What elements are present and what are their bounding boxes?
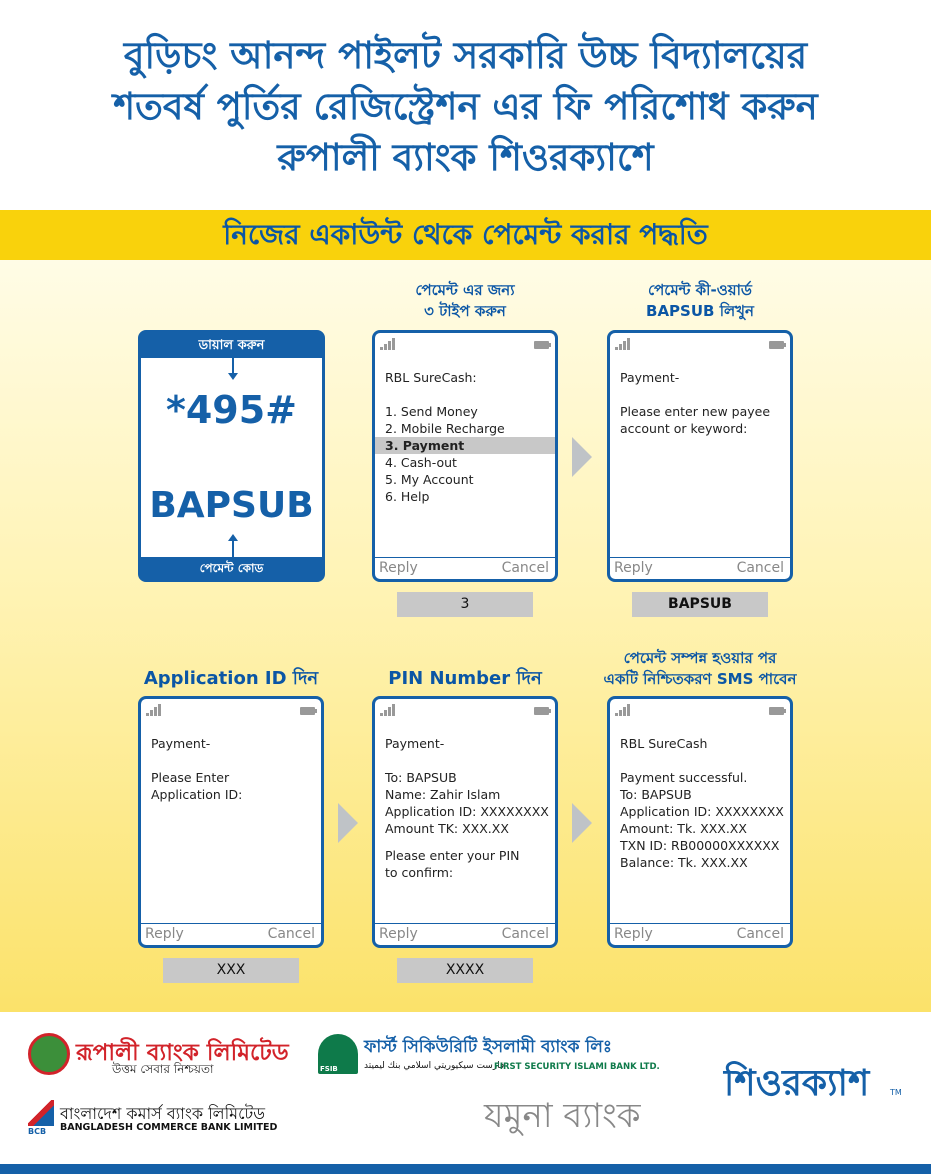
input-bubble (632, 592, 768, 617)
bcb-mark-icon (28, 1100, 54, 1126)
screen-line: Name: Zahir Islam (385, 787, 501, 802)
jamuna-logo (484, 1090, 641, 1147)
screen-line: To: BAPSUB (385, 770, 457, 785)
input-bubble (163, 958, 299, 983)
status-bar (610, 699, 790, 723)
appid-screen (151, 735, 317, 803)
menu-item: 4. Cash-out (385, 455, 457, 470)
headline-line-1: বুড়িচং আনন্দ পাইলট সরকারি উচ্চ বিদ্যালয়ের (123, 34, 808, 77)
step5-caption: PIN Number দিন (388, 668, 542, 689)
footer-bar (0, 1164, 931, 1174)
reply-softkey: Reply (614, 560, 653, 576)
phone-appid (138, 696, 324, 948)
reply-softkey: Reply (379, 560, 418, 576)
next-arrow-icon (572, 437, 592, 477)
step2-caption-line2: ৩ টাইপ করুন (424, 302, 506, 320)
keyword-screen (620, 369, 786, 437)
signal-icon (380, 704, 396, 716)
step6-caption-line1: পেমেন্ট সম্পন্ন হওয়ার পর (623, 649, 777, 667)
softkeys (375, 557, 555, 579)
battery-icon (300, 707, 315, 715)
payment-code-label: পেমেন্ট কোড (141, 557, 322, 579)
step3-caption-line2: BAPSUB লিখুন (646, 302, 754, 320)
screen-line: Application ID: XXXXXXXX (620, 804, 784, 819)
screen-line: Amount TK: XXX.XX (385, 821, 509, 836)
method-title: নিজের একাউন্ট থেকে পেমেন্ট করার পদ্ধতি (0, 210, 931, 260)
screen-line: To: BAPSUB (620, 787, 692, 802)
phone-done (607, 696, 793, 948)
signal-icon (615, 704, 631, 716)
menu-item: 5. My Account (385, 472, 474, 487)
battery-icon (534, 707, 549, 715)
typed-input: 3 (460, 596, 470, 612)
signal-icon (615, 338, 631, 350)
status-bar (375, 333, 555, 357)
step6-caption (582, 648, 818, 690)
input-bubble (397, 592, 533, 617)
dial-card (138, 330, 325, 582)
bcb-name-en: BANGLADESH COMMERCE BANK LIMITED (60, 1122, 278, 1133)
cancel-softkey: Cancel (501, 926, 549, 942)
jamuna-name: যমুনা ব্যাংক (484, 1096, 641, 1136)
reply-softkey: Reply (145, 926, 184, 942)
screen-line: Balance: Tk. XXX.XX (620, 855, 748, 870)
step4-caption: Application ID দিন (143, 668, 319, 689)
screen-line: Payment- (385, 736, 445, 751)
softkeys (610, 557, 790, 579)
phone-pin (372, 696, 558, 948)
screen-line: Please enter your PIN (385, 848, 520, 863)
signal-icon (146, 704, 162, 716)
menu-item: 1. Send Money (385, 404, 478, 419)
screen-line: TXN ID: RB00000XXXXXX (620, 838, 780, 853)
signal-icon (380, 338, 396, 350)
menu-screen (385, 369, 551, 505)
ussd-code: *495# (165, 388, 298, 432)
softkeys (610, 923, 790, 945)
tree-icon (28, 1033, 70, 1075)
next-arrow-icon (572, 803, 592, 843)
headline-line-2: শতবর্ষ পুর্তির রেজিস্ট্রেশন এর ফি পরিশোধ করুন (113, 85, 818, 128)
surecash-name: শিওরক্যাশ (724, 1063, 870, 1104)
screen-line: Application ID: (151, 787, 243, 802)
rupali-tagline: উত্তম সেবার নিশ্চয়তা (112, 1062, 214, 1076)
screen-line: Please Enter (151, 770, 230, 785)
typed-input: XXX (216, 962, 246, 978)
screen-line: RBL SureCash (620, 736, 708, 751)
menu-title: RBL SureCash: (385, 370, 477, 385)
dial-label: ডায়াল করুন (141, 333, 322, 358)
reply-softkey: Reply (379, 926, 418, 942)
fsib-mark: FSIB (320, 1065, 338, 1073)
menu-item-selected: 3. Payment (375, 437, 555, 454)
screen-line: account or keyword: (620, 421, 748, 436)
softkeys (141, 923, 321, 945)
status-bar (375, 699, 555, 723)
rupali-name: রূপালী ব্যাংক লিমিটেড (76, 1040, 289, 1066)
screen-line: Payment- (620, 370, 680, 385)
softkeys (375, 923, 555, 945)
fsib-name-en: FIRST SECURITY ISLAMI BANK LTD. (494, 1062, 660, 1072)
step6-caption-line2: একটি নিশ্চিতকরণ SMS পাবেন (603, 670, 797, 688)
pin-screen (385, 735, 551, 881)
typed-input: XXXX (445, 962, 485, 978)
phone-menu (372, 330, 558, 582)
typed-input: BAPSUB (668, 596, 732, 612)
reply-softkey: Reply (614, 926, 653, 942)
fsib-name-ar: فارست سيكيوريتي اسلامي بنك ليميتد (364, 1061, 505, 1071)
screen-line: Amount: Tk. XXX.XX (620, 821, 747, 836)
step2-caption-line1: পেমেন্ট এর জন্য (415, 281, 515, 299)
surecash-tm: TM (890, 1088, 902, 1097)
next-arrow-icon (338, 803, 358, 843)
cancel-softkey: Cancel (736, 926, 784, 942)
phone-keyword (607, 330, 793, 582)
bcb-name: বাংলাদেশ কমার্স ব্যাংক লিমিটেড (60, 1104, 265, 1123)
battery-icon (769, 341, 784, 349)
status-bar (141, 699, 321, 723)
done-screen (620, 735, 786, 871)
battery-icon (769, 707, 784, 715)
cancel-softkey: Cancel (267, 926, 315, 942)
screen-line: to confirm: (385, 865, 454, 880)
screen-line: Application ID: XXXXXXXX (385, 804, 549, 819)
screen-line: Payment successful. (620, 770, 748, 785)
cancel-softkey: Cancel (501, 560, 549, 576)
menu-item: 2. Mobile Recharge (385, 421, 505, 436)
battery-icon (534, 341, 549, 349)
step2-caption (372, 280, 558, 322)
step3-caption-line1: পেমেন্ট কী-ওয়ার্ড (648, 281, 752, 299)
step3-caption (607, 280, 793, 322)
menu-item: 6. Help (385, 489, 430, 504)
screen-line: Please enter new payee (620, 404, 771, 419)
status-bar (610, 333, 790, 357)
headline (0, 30, 931, 183)
down-arrow-icon (228, 373, 238, 380)
headline-line-3: রুপালী ব্যাংক শিওরক্যাশে (277, 136, 654, 179)
fsib-name: ফার্স্ট সিকিউরিটি ইসলামী ব্যাংক লিঃ (364, 1037, 612, 1057)
cancel-softkey: Cancel (736, 560, 784, 576)
input-bubble (397, 958, 533, 983)
payment-code: BAPSUB (149, 485, 314, 526)
screen-line: Payment- (151, 736, 211, 751)
bcb-mark: BCB (28, 1127, 47, 1136)
